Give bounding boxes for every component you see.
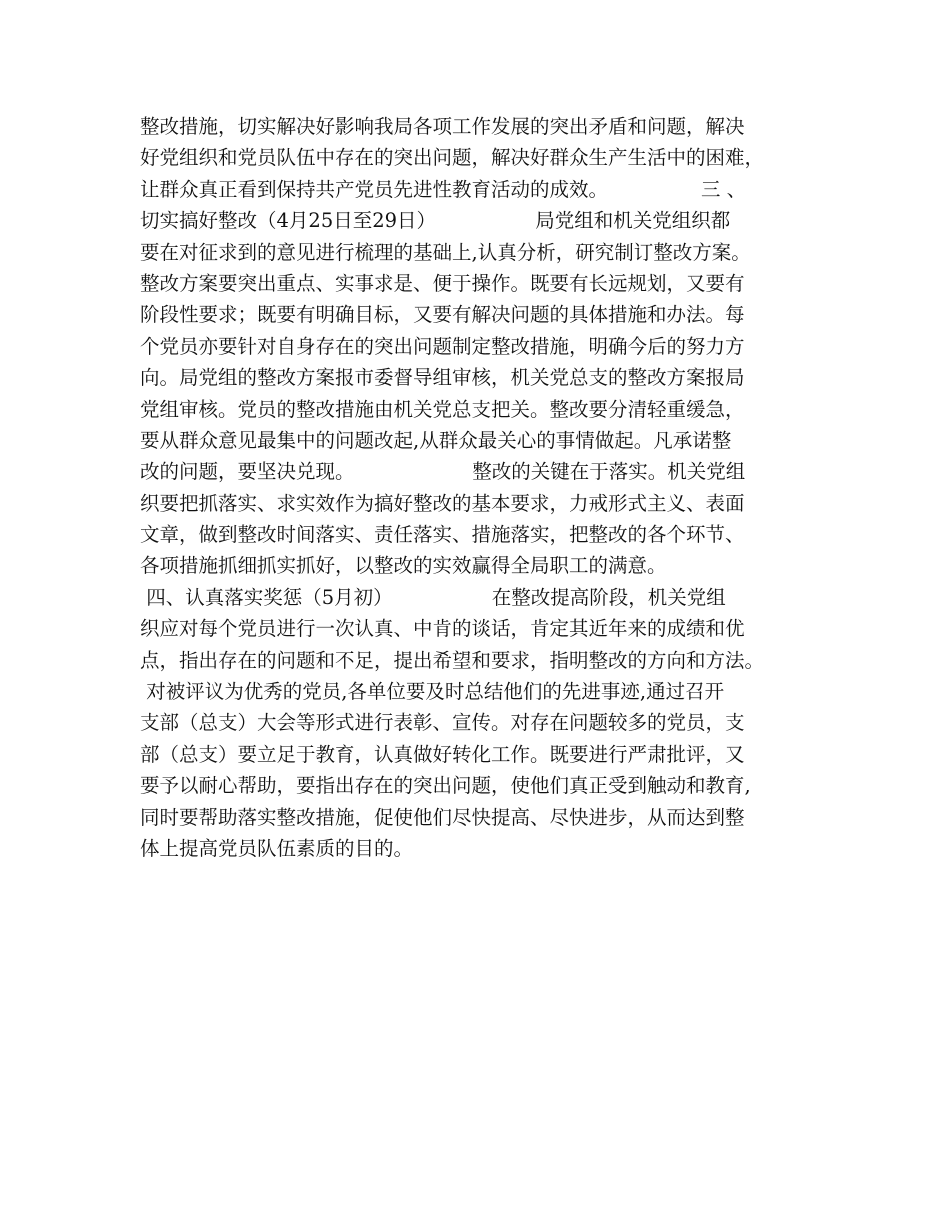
text-line: 改的问题，要坚决兑现。 整改的关键在于落实。机关党组: [140, 460, 746, 484]
text-line: 党组审核。党员的整改措施由机关党总支把关。整改要分清轻重缓急，: [140, 397, 745, 421]
text-line: 整改措施，切实解决好影响我局各项工作发展的突出矛盾和问题，解决: [140, 115, 745, 138]
text-line: 向。局党组的整改方案报市委督导组审核，机关党总支的整改方案报局: [140, 366, 745, 390]
text-line: 文章，做到整改时间落实、责任落实、措施落实，把整改的各个环节、: [140, 523, 745, 547]
text-line: 阶段性要求；既要有明确目标，又要有解决问题的具体措施和办法。每: [140, 303, 745, 327]
body-text: [140, 111, 830, 864]
text-line: 各项措施抓细抓实抓好，以整改的实效赢得全局职工的满意。: [140, 554, 667, 578]
text-line: 对被评议为优秀的党员,各单位要及时总结他们的先进事迹,通过召开: [140, 680, 725, 704]
text-line: 要从群众意见最集中的问题改起,从群众最关心的事情做起。凡承诺整: [140, 428, 732, 452]
text-line: 点，指出存在的问题和不足，提出希望和要求，指明整改的方向和方法。: [140, 648, 765, 672]
text-line: 织要把抓落实、求实效作为搞好整改的基本要求，力戒形式主义、表面: [140, 491, 745, 515]
text-line: 要在对征求到的意见进行梳理的基础上,认真分析，研究制订整改方案。: [140, 240, 751, 264]
text-line: 让群众真正看到保持共产党员先进性教育活动的成效。 三 、: [140, 177, 747, 201]
text-line: 个党员亦要针对自身存在的突出问题制定整改措施，明确今后的努力方: [140, 334, 745, 358]
text-line: 整改方案要突出重点、实事求是、便于操作。既要有长远规划，又要有: [140, 271, 745, 295]
text-line: 支部（总支）大会等形式进行表彰、宣传。对存在问题较多的党员，支: [140, 711, 745, 735]
text-line: 体上提高党员队伍素质的目的。: [140, 836, 414, 860]
text-line: 好党组织和党员队伍中存在的突出问题，解决好群众生产生活中的困难，: [140, 146, 765, 170]
text-line: 四、认真落实奖惩（5月初） 在整改提高阶段，机关党组: [140, 585, 726, 609]
text-line: 织应对每个党员进行一次认真、中肯的谈话，肯定其近年来的成绩和优: [140, 617, 745, 641]
text-line: 同时要帮助落实整改措施，促使他们尽快提高、尽快进步，从而达到整: [140, 805, 745, 829]
text-line: 部（总支）要立足于教育，认真做好转化工作。既要进行严肃批评，又: [140, 742, 745, 766]
text-line: 要予以耐心帮助，要指出存在的突出问题，使他们真正受到触动和教育,: [140, 774, 751, 798]
text-line: 切实搞好整改（4月25日至29日） 局党组和机关党组织都: [140, 209, 731, 233]
